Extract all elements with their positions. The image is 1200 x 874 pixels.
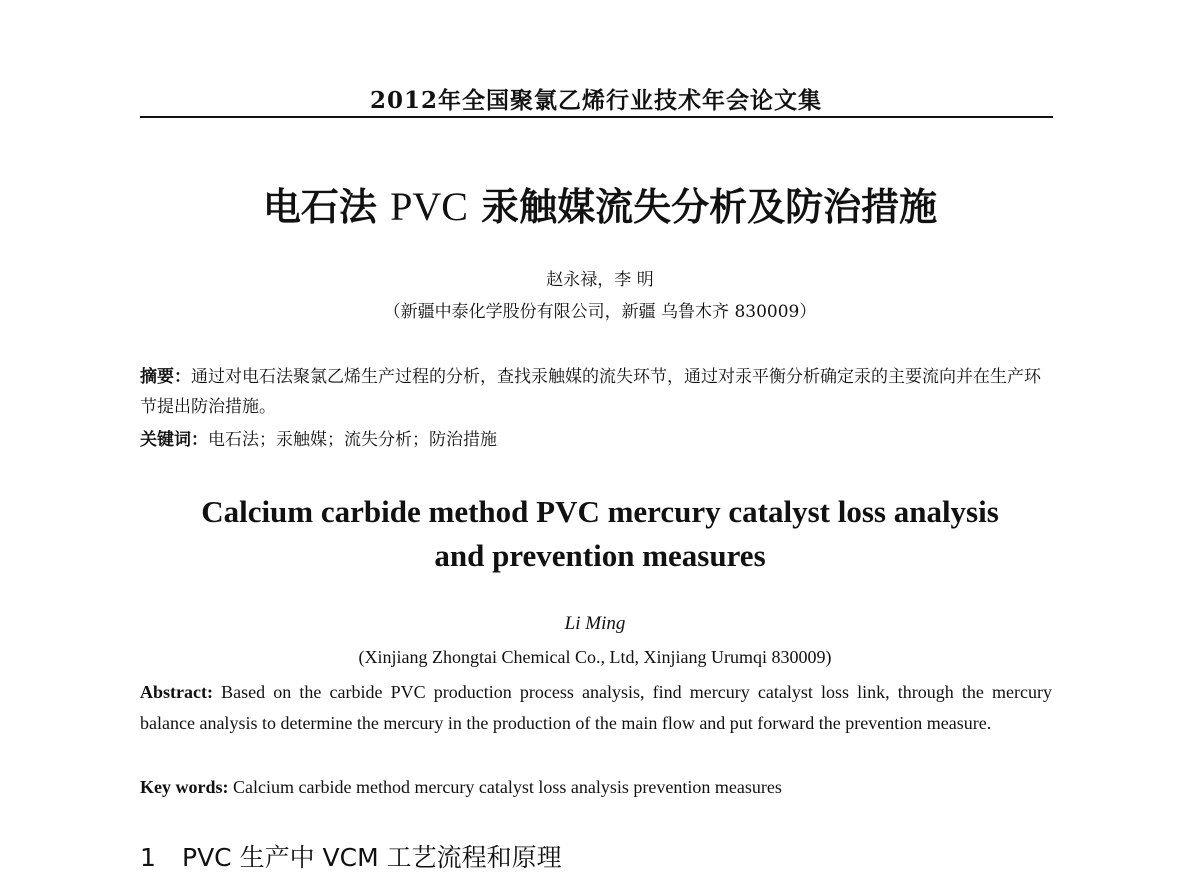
chinese-abstract-label: 摘要：: [140, 367, 191, 387]
english-abstract: [140, 677, 1052, 739]
running-header: 2012年全国聚氯乙烯行业技术年会论文集: [369, 87, 822, 114]
english-abstract-label: Abstract:: [140, 682, 213, 702]
english-title-line1: Calcium carbide method PVC mercury catalyst loss analysis: [201, 494, 999, 529]
chinese-title: [100, 176, 1100, 231]
section-1-title: PVC 生产中 VCM 工艺流程和原理: [182, 843, 562, 872]
header-rule: [140, 116, 1053, 118]
chinese-keywords: [140, 425, 1055, 455]
chinese-abstract-text: 通过对电石法聚氯乙烯生产过程的分析，查找汞触媒的流失环节，通过对汞平衡分析确定汞的主要流向并在生产环节提出防治措施。: [140, 367, 1041, 417]
chinese-affiliation: （新疆中泰化学股份有限公司，新疆 乌鲁木齐 830009）: [383, 302, 817, 322]
english-abstract-text: Based on the carbide PVC production process analysis, find mercury catalyst loss link, through the mercury balance analysis to determine the mercury in the production of the main flow and put forward the prevention measure.: [140, 682, 1052, 733]
chinese-title-part2: 汞触媒流失分析及防治措施: [481, 185, 938, 229]
chinese-authors: 赵永禄，李 明: [546, 270, 654, 290]
section-1-number: 1: [140, 843, 156, 872]
english-keywords-text: Calcium carbide method mercury catalyst loss analysis prevention measures: [233, 777, 782, 797]
chinese-title-pvc: PVC: [390, 184, 468, 229]
english-author: Li Ming: [564, 613, 626, 634]
chinese-abstract: [140, 362, 1055, 422]
chinese-keywords-label: 关键词：: [140, 430, 208, 450]
english-title: [100, 490, 1100, 578]
section-1-heading: [140, 838, 1040, 874]
english-keywords: [140, 772, 1052, 803]
english-keywords-label: Key words:: [140, 777, 229, 797]
english-title-line2: and prevention measures: [434, 538, 766, 573]
english-affiliation: (Xinjiang Zhongtai Chemical Co., Ltd, Xinjiang Urumqi 830009): [358, 647, 832, 667]
chinese-keywords-text: 电石法；汞触媒；流失分析；防治措施: [208, 430, 497, 450]
chinese-title-part1: 电石法: [262, 185, 377, 229]
